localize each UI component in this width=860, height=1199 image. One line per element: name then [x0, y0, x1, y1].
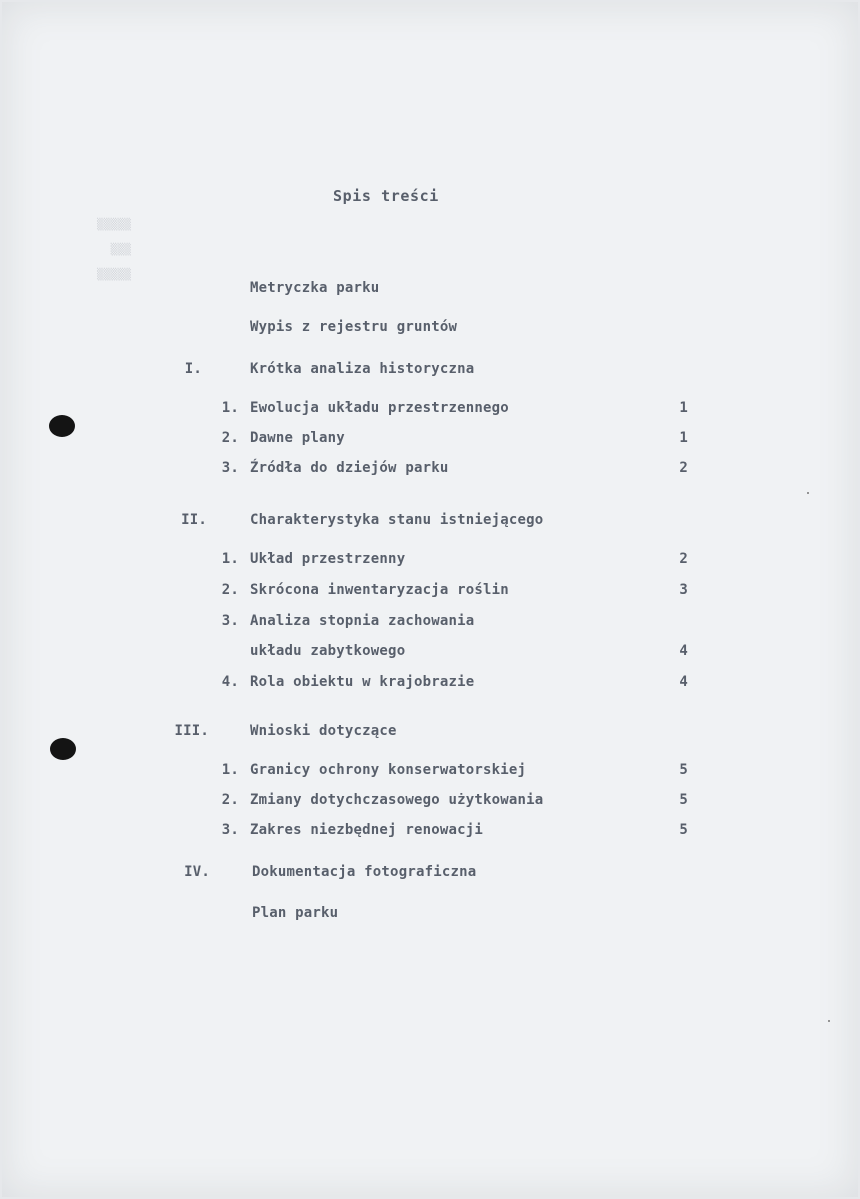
toc-page-number: 1: [679, 430, 688, 446]
toc-entry-number: 2.: [221, 582, 239, 598]
toc-entry-text: Dawne plany: [250, 430, 345, 446]
toc-entry-text: Skrócona inwentaryzacja roślin: [250, 582, 509, 598]
toc-entry-text: Źródła do dziejów parku: [250, 460, 449, 476]
toc-entry-text: Rola obiektu w krajobrazie: [250, 674, 475, 690]
toc-section-number: III.: [174, 723, 209, 739]
bleed-through-marks: ▒▒▒▒▒ ▒▒▒ ▒▒▒▒▒: [97, 218, 132, 281]
toc-section-number: IV.: [184, 864, 210, 880]
toc-entry-text: Plan parku: [252, 905, 339, 921]
punch-hole: [50, 738, 76, 760]
toc-entry-number: 3.: [221, 460, 239, 476]
toc-page-number: 5: [679, 792, 688, 808]
toc-entry-text: Układ przestrzenny: [250, 551, 406, 567]
toc-entry-number: 1.: [221, 400, 239, 416]
toc-entry-number: 2.: [221, 430, 239, 446]
toc-page-number: 2: [679, 460, 688, 476]
toc-entry-text: Zmiany dotychczasowego użytkowania: [250, 792, 544, 808]
paper-speck: [807, 492, 809, 494]
toc-page-number: 5: [679, 822, 688, 838]
toc-entry-text: Zakres niezbędnej renowacji: [250, 822, 483, 838]
toc-entry-text: Wypis z rejestru gruntów: [250, 319, 458, 335]
toc-entry-number: 1.: [221, 551, 239, 567]
toc-entry-text: Analiza stopnia zachowania: [250, 613, 475, 629]
toc-entry-number: 3.: [221, 822, 239, 838]
toc-entry-text: Ewolucja układu przestrzennego: [250, 400, 509, 416]
toc-entry-number: 1.: [221, 762, 239, 778]
document-page: [2, 2, 858, 1197]
page-title: Spis treści: [333, 187, 439, 205]
toc-section-title: Wnioski dotyczące: [250, 723, 397, 739]
toc-entry-text: Granicy ochrony konserwatorskiej: [250, 762, 527, 778]
toc-page-number: 4: [679, 674, 688, 690]
toc-page-number: 5: [679, 762, 688, 778]
toc-page-number: 3: [679, 582, 688, 598]
toc-section-title: Charakterystyka stanu istniejącego: [250, 512, 544, 528]
punch-hole: [49, 415, 75, 437]
toc-entry-number: 3.: [221, 613, 239, 629]
toc-section-number: I.: [184, 361, 202, 377]
toc-page-number: 4: [679, 643, 688, 659]
toc-section-title: Dokumentacja fotograficzna: [252, 864, 477, 880]
toc-entry-text: układu zabytkowego: [250, 643, 406, 659]
toc-entry-number: 2.: [221, 792, 239, 808]
toc-section-number: II.: [181, 512, 207, 528]
toc-entry-number: 4.: [221, 674, 239, 690]
toc-page-number: 2: [679, 551, 688, 567]
toc-entry-text: Metryczka parku: [250, 280, 380, 296]
toc-page-number: 1: [679, 400, 688, 416]
paper-speck: [828, 1020, 830, 1022]
toc-section-title: Krótka analiza historyczna: [250, 361, 475, 377]
